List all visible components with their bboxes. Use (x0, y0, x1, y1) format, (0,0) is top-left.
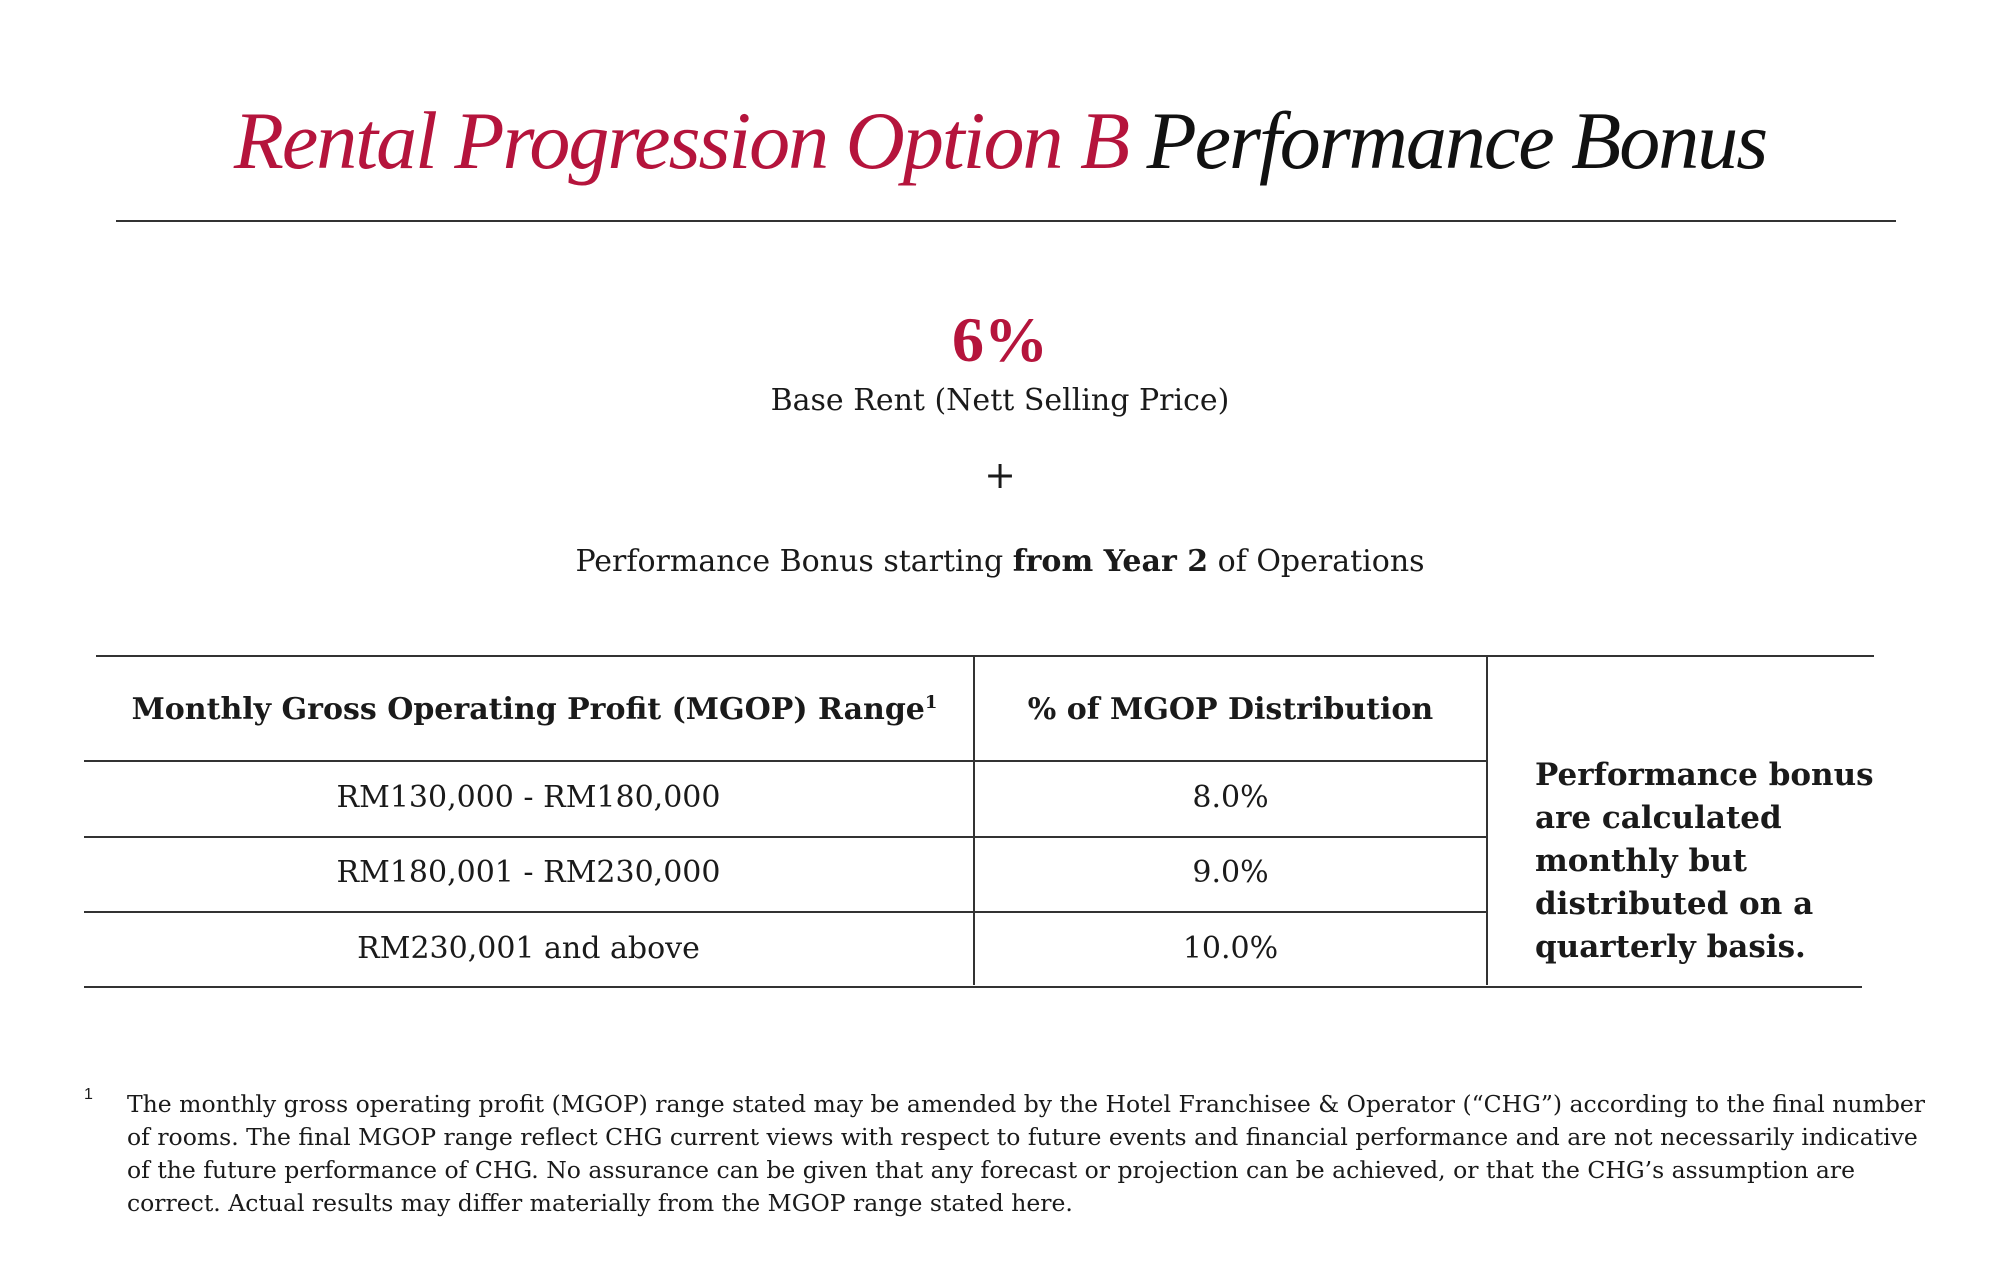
base-rent-label: Base Rent (Nett Selling Price) (770, 383, 1230, 418)
title-divider (116, 220, 1896, 222)
performance-line-after: of Operations (1208, 544, 1425, 579)
table-row-rule (84, 911, 1487, 913)
header-range-footnote-mark: 1 (924, 692, 938, 713)
base-rate: 6% (952, 304, 1048, 375)
table-header-rule (84, 760, 1487, 762)
distribution-note: Performance bonus are calculated monthly but distributed on a quarterly basis. (1535, 757, 1874, 965)
footnote-mark: 1 (84, 1086, 93, 1103)
table-cell-distribution: 10.0% (1182, 931, 1279, 966)
table-top-rule (96, 655, 1874, 657)
header-range-label: Monthly Gross Operating Profit (MGOP) Range (131, 692, 925, 727)
footnote-text: The monthly gross operating profit (MGOP) range stated may be amended by the Hotel Franchisee & Operator (“CHG”) according to the final number of rooms. The final MGOP range reflect CHG current views with respect to future events and financial performance and are not necessarily indicative of the future performance of CHG. No assurance can be given that any forecast or projection can be achieved, or that the CHG’s assumption are correct. Actual results may differ materially from the MGOP range stated here. (127, 1090, 1926, 1217)
title-accent: Rental Progression Option B (233, 95, 1129, 186)
performance-bonus-line (0, 544, 2000, 579)
table-cell-range: RM130,000 - RM180,000 (336, 780, 721, 815)
table-cell-range: RM230,001 and above (357, 931, 700, 966)
plus-sign: + (984, 453, 1016, 497)
page-title (0, 95, 2000, 186)
performance-line-before: Performance Bonus starting (575, 544, 1013, 579)
table-bottom-rule (84, 986, 1862, 988)
performance-line-bold: from Year 2 (1012, 544, 1209, 579)
table-header-distribution: % of MGOP Distribution (1027, 692, 1434, 727)
table-row-rule (84, 836, 1487, 838)
title-rest: Performance Bonus (1146, 95, 1767, 186)
table-cell-distribution: 9.0% (1192, 855, 1269, 890)
table-column-divider (1486, 655, 1488, 985)
table-cell-range: RM180,001 - RM230,000 (336, 855, 721, 890)
table-cell-distribution: 8.0% (1192, 780, 1269, 815)
table-header-range (96, 692, 973, 727)
